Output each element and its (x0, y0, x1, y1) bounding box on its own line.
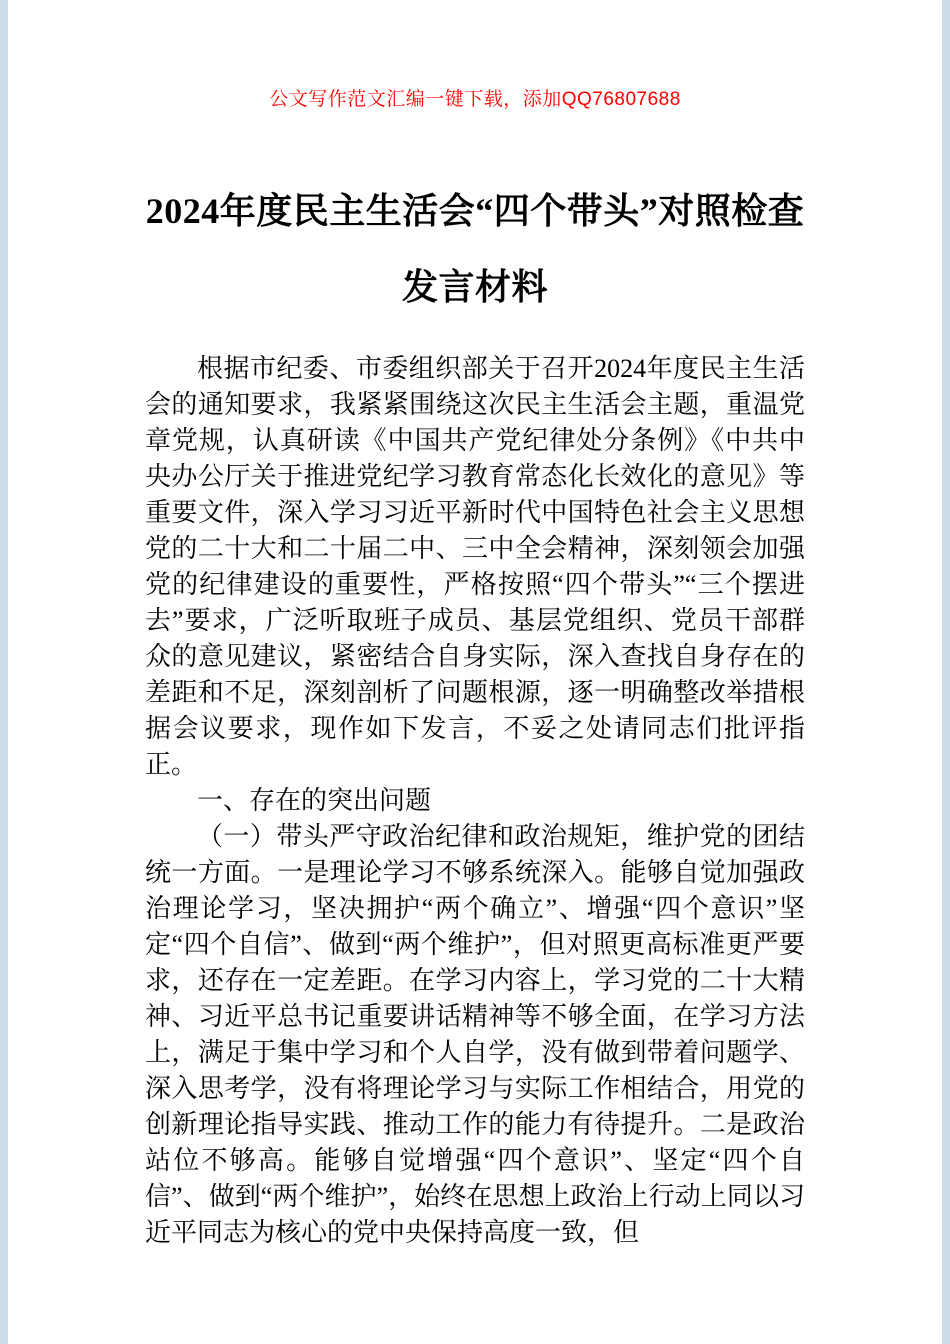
header-notice: 公文写作范文汇编一键下载，添加QQ76807688 (269, 89, 681, 110)
paragraph-intro: 根据市纪委、市委组织部关于召开2024年度民主生活会的通知要求，我紧紧围绕这次民主生活会主题，重温党章党规，认真研读《中国共产党纪律处分条例》《中共中央办公厅关于推进党纪学习教育常态化长效化的意见》等重要文件，深入学习习近平新时代中国特色社会主义思想党的二十大和二十届二中、三中全会精神，深刻领会加强党的纪律建设的重要性，严格按照“四个带头”“三个摆进去”要求，广泛听取班子成员、基层党组织、党员干部群众的意见建议，紧密结合自身实际，深入查找自身存在的差距和不足，深刻剖析了问题根源，逐一明确整改举措根据会议要求，现作如下发言，不妥之处请同志们批评指正。 (145, 354, 805, 779)
document-page (8, 0, 942, 1344)
document-title: 2024年度民主生活会“四个带头”对照检查发言材料 (145, 191, 805, 307)
paragraph-section-one: （一）带头严守政治纪律和政治规矩，维护党的团结统一方面。一是理论学习不够系统深入。能够自觉加强政治理论学习，坚决拥护“两个确立”、增强“四个意识”坚定“四个自信”、做到“两个维护”，但对照更高标准更严要求，还存在一定差距。在学习内容上，学习党的二十大精神、习近平总书记重要讲话精神等不够全面，在学习方法上，满足于集中学习和个人自学，没有做到带着问题学、深入思考学，没有将理论学习与实际工作相结合，用党的创新理论指导实践、推动工作的能力有待提升。二是政治站位不够高。能够自觉增强“四个意识”、坚定“四个自信”、做到“两个维护”，始终在思想上政治上行动上同以习近平同志为核心的党中央保持高度一致，但 (145, 822, 805, 1247)
section-heading-problems: 一、存在的突出问题 (197, 786, 432, 815)
